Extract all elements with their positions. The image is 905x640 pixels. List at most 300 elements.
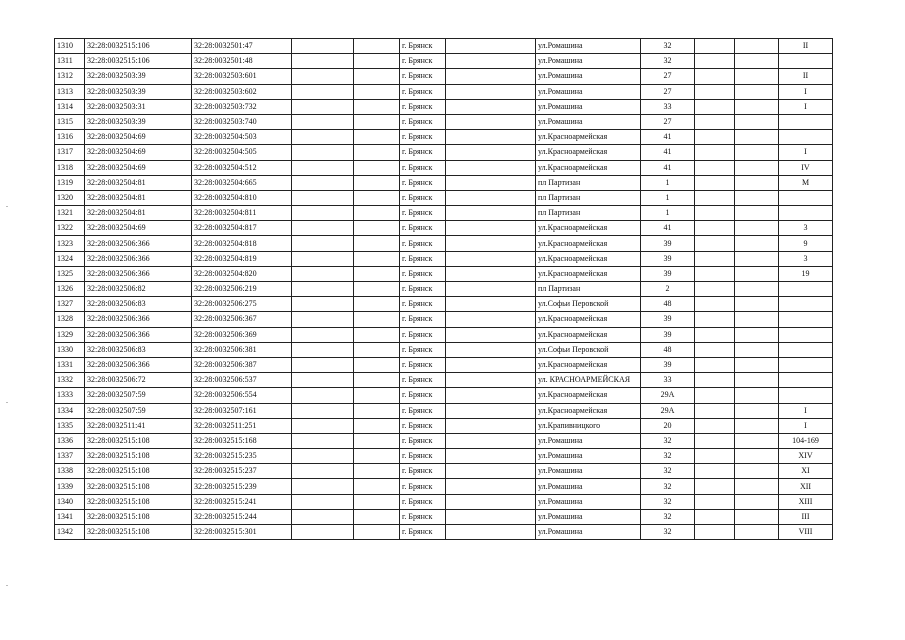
street-cell: ул.Красноармейская — [536, 130, 641, 145]
empty-cell — [292, 145, 354, 160]
empty-cell — [354, 221, 400, 236]
empty-cell — [354, 54, 400, 69]
cadastral-number: 32:28:0032504:512 — [192, 160, 292, 175]
street-cell: ул.Ромашина — [536, 464, 641, 479]
empty-cell — [695, 418, 735, 433]
empty-cell — [354, 297, 400, 312]
cadastral-number: 32:28:0032515:241 — [192, 494, 292, 509]
cadastral-number: 32:28:0032506:219 — [192, 282, 292, 297]
empty-cell — [446, 206, 536, 221]
row-number: 1318 — [55, 160, 85, 175]
premises-cell — [779, 388, 833, 403]
empty-cell — [354, 403, 400, 418]
empty-cell — [695, 251, 735, 266]
premises-cell: XI — [779, 464, 833, 479]
empty-cell — [292, 433, 354, 448]
city-cell: г. Брянск — [400, 266, 446, 281]
premises-cell: VIII — [779, 525, 833, 540]
row-number: 1333 — [55, 388, 85, 403]
premises-cell: I — [779, 84, 833, 99]
empty-cell — [354, 69, 400, 84]
parent-cadastral-number: 32:28:0032506:82 — [85, 282, 192, 297]
table-row — [55, 221, 833, 236]
premises-cell: I — [779, 145, 833, 160]
empty-cell — [446, 145, 536, 160]
table-row — [55, 130, 833, 145]
table-row — [55, 464, 833, 479]
cadastral-number: 32:28:0032504:505 — [192, 145, 292, 160]
cadastral-number: 32:28:0032501:48 — [192, 54, 292, 69]
empty-cell — [354, 130, 400, 145]
empty-cell — [735, 282, 779, 297]
street-cell: ул.Ромашина — [536, 509, 641, 524]
premises-cell — [779, 342, 833, 357]
empty-cell — [354, 373, 400, 388]
house-cell: 48 — [641, 342, 695, 357]
premises-cell: I — [779, 418, 833, 433]
empty-cell — [354, 160, 400, 175]
empty-cell — [695, 509, 735, 524]
premises-cell: I — [779, 403, 833, 418]
street-cell: ул.Крапивницкого — [536, 418, 641, 433]
row-number: 1339 — [55, 479, 85, 494]
city-cell: г. Брянск — [400, 373, 446, 388]
row-number: 1310 — [55, 39, 85, 54]
empty-cell — [735, 357, 779, 372]
empty-cell — [354, 39, 400, 54]
empty-cell — [735, 39, 779, 54]
parent-cadastral-number: 32:28:0032506:83 — [85, 342, 192, 357]
row-number: 1322 — [55, 221, 85, 236]
empty-cell — [446, 297, 536, 312]
empty-cell — [735, 433, 779, 448]
empty-cell — [446, 388, 536, 403]
empty-cell — [695, 84, 735, 99]
empty-cell — [292, 403, 354, 418]
empty-cell — [292, 99, 354, 114]
parent-cadastral-number: 32:28:0032506:366 — [85, 357, 192, 372]
street-cell: ул. КРАСНОАРМЕЙСКАЯ — [536, 373, 641, 388]
empty-cell — [292, 312, 354, 327]
empty-cell — [735, 175, 779, 190]
empty-cell — [695, 236, 735, 251]
parent-cadastral-number: 32:28:0032515:106 — [85, 39, 192, 54]
street-cell: ул.Ромашина — [536, 54, 641, 69]
empty-cell — [292, 221, 354, 236]
street-cell: ул.Красноармейская — [536, 160, 641, 175]
cadastral-number: 32:28:0032503:732 — [192, 99, 292, 114]
premises-cell — [779, 206, 833, 221]
empty-cell — [292, 494, 354, 509]
street-cell: ул.Красноармейская — [536, 266, 641, 281]
empty-cell — [292, 509, 354, 524]
empty-cell — [354, 175, 400, 190]
empty-cell — [446, 464, 536, 479]
empty-cell — [446, 99, 536, 114]
house-cell: 1 — [641, 175, 695, 190]
cadastral-number: 32:28:0032503:740 — [192, 114, 292, 129]
empty-cell — [695, 145, 735, 160]
table-row — [55, 282, 833, 297]
table-row — [55, 190, 833, 205]
empty-cell — [446, 54, 536, 69]
empty-cell — [354, 327, 400, 342]
table-row — [55, 342, 833, 357]
table-row — [55, 236, 833, 251]
city-cell: г. Брянск — [400, 221, 446, 236]
table-row — [55, 327, 833, 342]
house-cell: 41 — [641, 130, 695, 145]
street-cell: пл Партизан — [536, 190, 641, 205]
empty-cell — [446, 190, 536, 205]
parent-cadastral-number: 32:28:0032506:72 — [85, 373, 192, 388]
empty-cell — [446, 114, 536, 129]
parent-cadastral-number: 32:28:0032506:83 — [85, 297, 192, 312]
empty-cell — [292, 418, 354, 433]
premises-cell — [779, 130, 833, 145]
city-cell: г. Брянск — [400, 433, 446, 448]
empty-cell — [354, 479, 400, 494]
empty-cell — [735, 160, 779, 175]
premises-cell — [779, 297, 833, 312]
table-row — [55, 418, 833, 433]
house-cell: 39 — [641, 312, 695, 327]
empty-cell — [735, 266, 779, 281]
city-cell: г. Брянск — [400, 251, 446, 266]
empty-cell — [354, 99, 400, 114]
cadastral-number: 32:28:0032504:503 — [192, 130, 292, 145]
empty-cell — [695, 221, 735, 236]
parent-cadastral-number: 32:28:0032507:59 — [85, 403, 192, 418]
registry-table-body — [55, 39, 833, 540]
premises-cell: III — [779, 509, 833, 524]
cadastral-number: 32:28:0032504:810 — [192, 190, 292, 205]
city-cell: г. Брянск — [400, 297, 446, 312]
table-row — [55, 84, 833, 99]
house-cell: 39 — [641, 327, 695, 342]
empty-cell — [354, 464, 400, 479]
empty-cell — [446, 509, 536, 524]
empty-cell — [446, 221, 536, 236]
empty-cell — [292, 282, 354, 297]
cadastral-number: 32:28:0032515:244 — [192, 509, 292, 524]
empty-cell — [354, 190, 400, 205]
table-row — [55, 403, 833, 418]
empty-cell — [695, 388, 735, 403]
row-number: 1311 — [55, 54, 85, 69]
empty-cell — [292, 190, 354, 205]
premises-cell: XII — [779, 479, 833, 494]
empty-cell — [446, 403, 536, 418]
street-cell: ул.Ромашина — [536, 494, 641, 509]
empty-cell — [695, 266, 735, 281]
street-cell: ул.Софьи Перовской — [536, 297, 641, 312]
empty-cell — [446, 373, 536, 388]
street-cell: ул.Красноармейская — [536, 221, 641, 236]
premises-cell: 3 — [779, 251, 833, 266]
parent-cadastral-number: 32:28:0032515:108 — [85, 464, 192, 479]
city-cell: г. Брянск — [400, 342, 446, 357]
empty-cell — [446, 449, 536, 464]
table-row — [55, 160, 833, 175]
empty-cell — [446, 266, 536, 281]
street-cell: ул.Красноармейская — [536, 251, 641, 266]
premises-cell — [779, 190, 833, 205]
city-cell: г. Брянск — [400, 525, 446, 540]
empty-cell — [695, 373, 735, 388]
city-cell: г. Брянск — [400, 509, 446, 524]
parent-cadastral-number: 32:28:0032515:108 — [85, 433, 192, 448]
house-cell: 39 — [641, 266, 695, 281]
empty-cell — [735, 221, 779, 236]
city-cell: г. Брянск — [400, 160, 446, 175]
empty-cell — [292, 388, 354, 403]
city-cell: г. Брянск — [400, 312, 446, 327]
row-number: 1338 — [55, 464, 85, 479]
parent-cadastral-number: 32:28:0032504:69 — [85, 221, 192, 236]
house-cell: 32 — [641, 39, 695, 54]
empty-cell — [695, 99, 735, 114]
empty-cell — [695, 282, 735, 297]
house-cell: 1 — [641, 206, 695, 221]
empty-cell — [735, 509, 779, 524]
empty-cell — [446, 479, 536, 494]
premises-cell: 9 — [779, 236, 833, 251]
cadastral-number: 32:28:0032503:601 — [192, 69, 292, 84]
empty-cell — [354, 449, 400, 464]
street-cell: ул.Ромашина — [536, 99, 641, 114]
empty-cell — [292, 39, 354, 54]
cadastral-number: 32:28:0032511:251 — [192, 418, 292, 433]
row-number: 1319 — [55, 175, 85, 190]
parent-cadastral-number: 32:28:0032504:69 — [85, 130, 192, 145]
empty-cell — [695, 433, 735, 448]
row-number: 1331 — [55, 357, 85, 372]
street-cell: пл Партизан — [536, 282, 641, 297]
street-cell: ул.Красноармейская — [536, 236, 641, 251]
premises-cell — [779, 282, 833, 297]
empty-cell — [446, 236, 536, 251]
premises-cell — [779, 54, 833, 69]
empty-cell — [292, 342, 354, 357]
premises-cell: 104-169 — [779, 433, 833, 448]
empty-cell — [446, 130, 536, 145]
cadastral-number: 32:28:0032506:554 — [192, 388, 292, 403]
city-cell: г. Брянск — [400, 236, 446, 251]
city-cell: г. Брянск — [400, 206, 446, 221]
row-number: 1329 — [55, 327, 85, 342]
city-cell: г. Брянск — [400, 388, 446, 403]
empty-cell — [695, 130, 735, 145]
row-number: 1315 — [55, 114, 85, 129]
empty-cell — [292, 84, 354, 99]
premises-cell — [779, 327, 833, 342]
street-cell: ул.Красноармейская — [536, 388, 641, 403]
cadastral-number: 32:28:0032506:275 — [192, 297, 292, 312]
scan-mark — [6, 402, 8, 403]
cadastral-number: 32:28:0032506:387 — [192, 357, 292, 372]
house-cell: 27 — [641, 114, 695, 129]
parent-cadastral-number: 32:28:0032511:41 — [85, 418, 192, 433]
parent-cadastral-number: 32:28:0032506:366 — [85, 236, 192, 251]
row-number: 1316 — [55, 130, 85, 145]
house-cell: 48 — [641, 297, 695, 312]
street-cell: ул.Ромашина — [536, 433, 641, 448]
premises-cell — [779, 357, 833, 372]
parent-cadastral-number: 32:28:0032504:69 — [85, 145, 192, 160]
empty-cell — [446, 418, 536, 433]
row-number: 1340 — [55, 494, 85, 509]
empty-cell — [735, 464, 779, 479]
empty-cell — [292, 327, 354, 342]
parent-cadastral-number: 32:28:0032506:366 — [85, 327, 192, 342]
empty-cell — [446, 69, 536, 84]
cadastral-number: 32:28:0032515:301 — [192, 525, 292, 540]
row-number: 1336 — [55, 433, 85, 448]
cadastral-number: 32:28:0032504:811 — [192, 206, 292, 221]
empty-cell — [292, 54, 354, 69]
city-cell: г. Брянск — [400, 114, 446, 129]
empty-cell — [735, 403, 779, 418]
house-cell: 39 — [641, 251, 695, 266]
table-row — [55, 114, 833, 129]
empty-cell — [292, 160, 354, 175]
city-cell: г. Брянск — [400, 357, 446, 372]
city-cell: г. Брянск — [400, 190, 446, 205]
row-number: 1314 — [55, 99, 85, 114]
parent-cadastral-number: 32:28:0032515:108 — [85, 494, 192, 509]
empty-cell — [354, 388, 400, 403]
house-cell: 29А — [641, 388, 695, 403]
premises-cell: II — [779, 39, 833, 54]
cadastral-number: 32:28:0032503:602 — [192, 84, 292, 99]
scan-mark — [6, 206, 8, 207]
house-cell: 33 — [641, 373, 695, 388]
cadastral-number: 32:28:0032506:381 — [192, 342, 292, 357]
cadastral-number: 32:28:0032515:237 — [192, 464, 292, 479]
cadastral-number: 32:28:0032504:665 — [192, 175, 292, 190]
empty-cell — [354, 251, 400, 266]
house-cell: 32 — [641, 479, 695, 494]
empty-cell — [354, 84, 400, 99]
empty-cell — [735, 206, 779, 221]
row-number: 1323 — [55, 236, 85, 251]
empty-cell — [354, 494, 400, 509]
parent-cadastral-number: 32:28:0032504:69 — [85, 160, 192, 175]
row-number: 1313 — [55, 84, 85, 99]
empty-cell — [292, 130, 354, 145]
empty-cell — [354, 525, 400, 540]
empty-cell — [735, 54, 779, 69]
row-number: 1320 — [55, 190, 85, 205]
table-row — [55, 99, 833, 114]
cadastral-number: 32:28:0032506:537 — [192, 373, 292, 388]
city-cell: г. Брянск — [400, 39, 446, 54]
row-number: 1342 — [55, 525, 85, 540]
empty-cell — [735, 388, 779, 403]
empty-cell — [695, 494, 735, 509]
parent-cadastral-number: 32:28:0032504:81 — [85, 190, 192, 205]
table-row — [55, 373, 833, 388]
city-cell: г. Брянск — [400, 130, 446, 145]
empty-cell — [735, 145, 779, 160]
city-cell: г. Брянск — [400, 327, 446, 342]
table-row — [55, 206, 833, 221]
table-row — [55, 449, 833, 464]
empty-cell — [292, 236, 354, 251]
row-number: 1334 — [55, 403, 85, 418]
cadastral-number: 32:28:0032504:820 — [192, 266, 292, 281]
cadastral-number: 32:28:0032501:47 — [192, 39, 292, 54]
house-cell: 27 — [641, 69, 695, 84]
empty-cell — [695, 479, 735, 494]
empty-cell — [695, 114, 735, 129]
empty-cell — [354, 114, 400, 129]
empty-cell — [695, 39, 735, 54]
house-cell: 32 — [641, 54, 695, 69]
table-row — [55, 251, 833, 266]
house-cell: 32 — [641, 494, 695, 509]
table-row — [55, 509, 833, 524]
table-row — [55, 433, 833, 448]
cadastral-number: 32:28:0032504:818 — [192, 236, 292, 251]
empty-cell — [446, 39, 536, 54]
empty-cell — [292, 114, 354, 129]
cadastral-number: 32:28:0032506:367 — [192, 312, 292, 327]
premises-cell: IV — [779, 160, 833, 175]
parent-cadastral-number: 32:28:0032504:81 — [85, 175, 192, 190]
empty-cell — [735, 418, 779, 433]
empty-cell — [354, 342, 400, 357]
street-cell: ул.Ромашина — [536, 84, 641, 99]
house-cell: 1 — [641, 190, 695, 205]
parent-cadastral-number: 32:28:0032515:108 — [85, 479, 192, 494]
empty-cell — [695, 297, 735, 312]
empty-cell — [292, 479, 354, 494]
parent-cadastral-number: 32:28:0032506:366 — [85, 266, 192, 281]
house-cell: 39 — [641, 236, 695, 251]
house-cell: 41 — [641, 145, 695, 160]
empty-cell — [695, 190, 735, 205]
empty-cell — [354, 357, 400, 372]
street-cell: ул.Красноармейская — [536, 403, 641, 418]
empty-cell — [695, 54, 735, 69]
empty-cell — [292, 266, 354, 281]
empty-cell — [354, 433, 400, 448]
table-row — [55, 494, 833, 509]
empty-cell — [735, 525, 779, 540]
street-cell: ул.Софьи Перовской — [536, 342, 641, 357]
row-number: 1332 — [55, 373, 85, 388]
cadastral-number: 32:28:0032507:161 — [192, 403, 292, 418]
empty-cell — [735, 190, 779, 205]
premises-cell: XIV — [779, 449, 833, 464]
empty-cell — [446, 327, 536, 342]
cadastral-number: 32:28:0032515:235 — [192, 449, 292, 464]
premises-cell: М — [779, 175, 833, 190]
street-cell: ул.Ромашина — [536, 449, 641, 464]
table-row — [55, 69, 833, 84]
table-row — [55, 357, 833, 372]
premises-cell — [779, 114, 833, 129]
empty-cell — [695, 342, 735, 357]
empty-cell — [354, 312, 400, 327]
street-cell: ул.Красноармейская — [536, 145, 641, 160]
empty-cell — [292, 464, 354, 479]
registry-table — [54, 38, 833, 540]
street-cell: ул.Ромашина — [536, 69, 641, 84]
parent-cadastral-number: 32:28:0032515:108 — [85, 509, 192, 524]
